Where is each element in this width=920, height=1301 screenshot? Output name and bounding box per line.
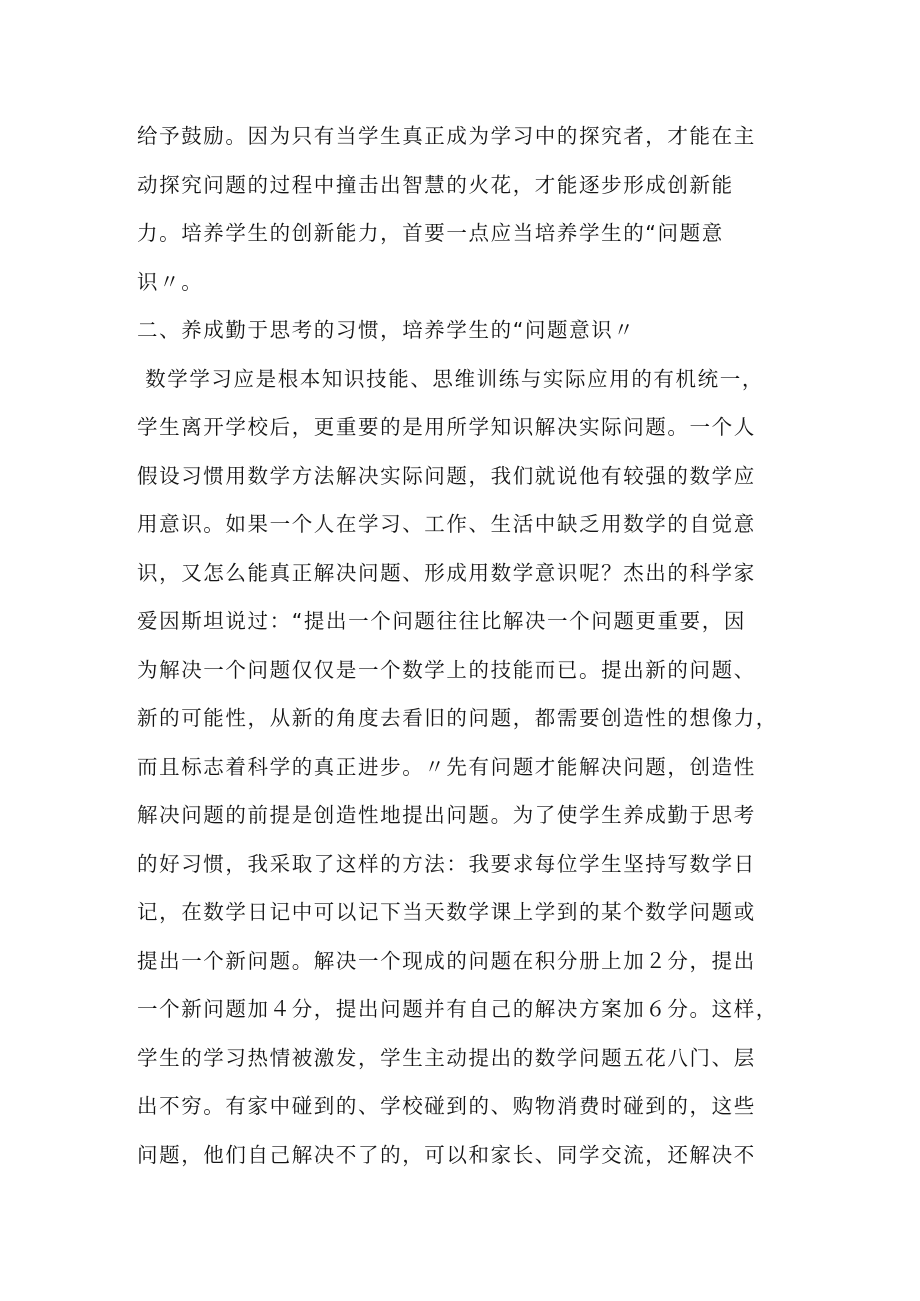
text-line: 用意识。如果一个人在学习、工作、生活中缺乏用数学的自觉意 — [137, 512, 756, 536]
text-line: 出不穷。有家中碰到的、学校碰到的、购物消费时碰到的，这些 — [137, 1094, 756, 1118]
text-line: 爱因斯坦说过：“提出一个问题往往比解决一个问题更重要，因 — [137, 609, 746, 633]
text-line: 学生离开学校后，更重要的是用所学知识解决实际问题。一个人 — [137, 415, 756, 439]
text-line: 动探究问题的过程中撞击出智慧的火花，才能逐步形成创新能 — [137, 172, 734, 197]
text-line: 一个新问题加４分，提出问题并有自己的解决方案加６分。这样， — [137, 997, 778, 1021]
text-line: 学生的学习热情被激发，学生主动提出的数学问题五花八门、层 — [137, 1045, 756, 1070]
text-line: 识，又怎么能真正解决问题、形成用数学意识呢？杰出的科学家 — [137, 560, 756, 585]
text-line: 记，在数学日记中可以记下当天数学课上学到的某个数学问题或 — [137, 900, 756, 924]
text-line: 给予鼓励。因为只有当学生真正成为学习中的探究者，才能在主 — [137, 124, 756, 148]
text-line: 数学学习应是根本知识技能、思维训练与实际应用的有机统一， — [137, 366, 764, 391]
text-line: 解决问题的前提是创造性地提出问题。为了使学生养成勤于思考 — [137, 803, 756, 827]
section-heading: 二、养成勤于思考的习惯，培养学生的“问题意识〃 — [137, 318, 636, 342]
text-line: 识〃。 — [137, 269, 204, 294]
text-line: 问题，他们自己解决不了的，可以和家长、同学交流，还解决不 — [137, 1142, 756, 1167]
text-line: 力。培养学生的创新能力，首要一点应当培养学生的“问题意 — [137, 221, 724, 245]
body-text — [137, 112, 807, 1179]
text-line: 新的可能性，从新的角度去看旧的问题，都需要创造性的想像力， — [137, 706, 778, 730]
text-line: 的好习惯，我采取了这样的方法：我要求每位学生坚持写数学日 — [137, 851, 756, 876]
text-line: 为解决一个问题仅仅是一个数学上的技能而已。提出新的问题、 — [137, 657, 756, 682]
text-line: 而且标志着科学的真正进步。〃先有问题才能解决问题，创造性 — [137, 754, 756, 779]
text-line: 假设习惯用数学方法解决实际问题，我们就说他有较强的数学应 — [137, 463, 756, 488]
text-line: 提出一个新问题。解决一个现成的问题在积分册上加２分，提出 — [137, 948, 756, 973]
